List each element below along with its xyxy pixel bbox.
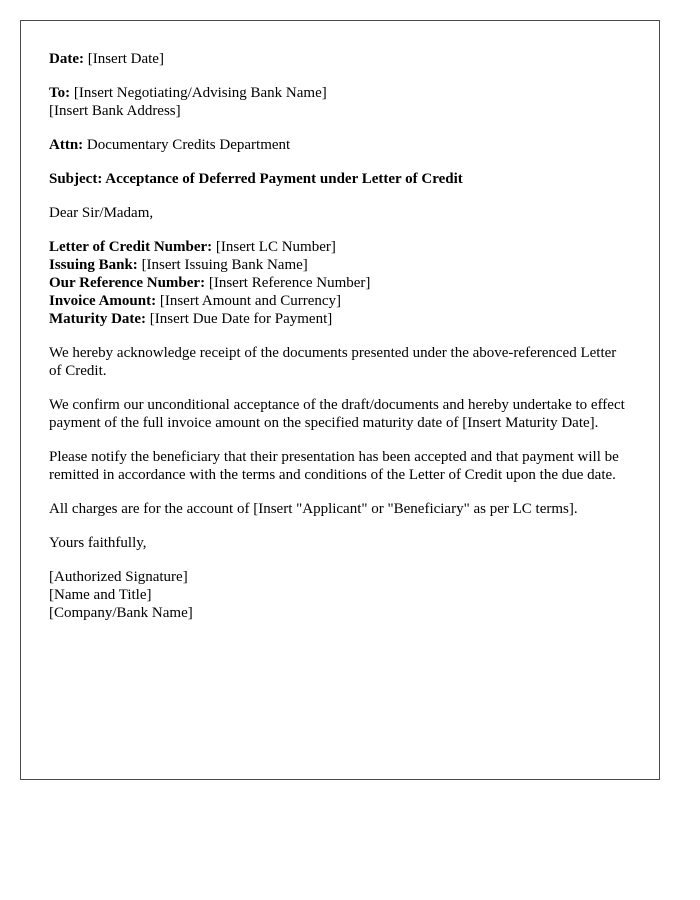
- date-label: Date:: [49, 51, 84, 67]
- invoice-amount-line: [49, 292, 631, 310]
- to-label: To:: [49, 85, 71, 101]
- invoice-amount-label: Invoice Amount:: [49, 293, 157, 309]
- acceptance-paragraph: We confirm our unconditional acceptance of the draft/documents and hereby undertake to effect payment of the full invoice amount on the specified maturity date of [Insert Maturity Date].: [49, 397, 625, 431]
- lc-number-line: [49, 238, 631, 256]
- maturity-date-line: [49, 310, 631, 328]
- signature-block: [49, 568, 631, 622]
- attn-value: Documentary Credits Department: [86, 137, 291, 153]
- lc-number-label: Letter of Credit Number:: [49, 239, 213, 255]
- signatory-company: [Company/Bank Name]: [49, 605, 193, 621]
- attention-line: [49, 136, 631, 154]
- invoice-amount-value: [Insert Amount and Currency]: [159, 293, 342, 309]
- date-line: [49, 50, 631, 68]
- maturity-date-label: Maturity Date:: [49, 311, 147, 327]
- notification-paragraph: Please notify the beneficiary that their presentation has been accepted and that payment will be remitted in accordance with the terms and conditions of the Letter of Credit upon the due date.: [49, 449, 619, 483]
- issuing-bank-value: [Insert Issuing Bank Name]: [141, 257, 308, 273]
- letter-page: [20, 20, 660, 780]
- reference-number-value: [Insert Reference Number]: [208, 275, 371, 291]
- issuing-bank-label: Issuing Bank:: [49, 257, 138, 273]
- charges-paragraph: All charges are for the account of [Insert "Applicant" or "Beneficiary" as per LC terms].: [49, 501, 578, 517]
- signatory-name-title: [Name and Title]: [49, 587, 152, 603]
- issuing-bank-line: [49, 256, 631, 274]
- salutation: Dear Sir/Madam,: [49, 205, 154, 221]
- recipient-bank-address: [Insert Bank Address]: [49, 103, 181, 119]
- lc-details-block: [49, 238, 631, 328]
- acknowledgement-paragraph: We hereby acknowledge receipt of the documents presented under the above-referenced Letter of Credit.: [49, 345, 617, 379]
- subject-line: Subject: Acceptance of Deferred Payment under Letter of Credit: [49, 171, 463, 187]
- reference-number-label: Our Reference Number:: [49, 275, 206, 291]
- recipient-bank-name: [Insert Negotiating/Advising Bank Name]: [73, 85, 327, 101]
- recipient-block: [49, 84, 631, 120]
- lc-number-value: [Insert LC Number]: [215, 239, 336, 255]
- recipient-name-line: [49, 84, 631, 102]
- closing: Yours faithfully,: [49, 535, 147, 551]
- maturity-date-value: [Insert Due Date for Payment]: [149, 311, 333, 327]
- reference-number-line: [49, 274, 631, 292]
- attn-label: Attn:: [49, 137, 84, 153]
- signature-line: [Authorized Signature]: [49, 569, 188, 585]
- date-value: [Insert Date]: [87, 51, 164, 67]
